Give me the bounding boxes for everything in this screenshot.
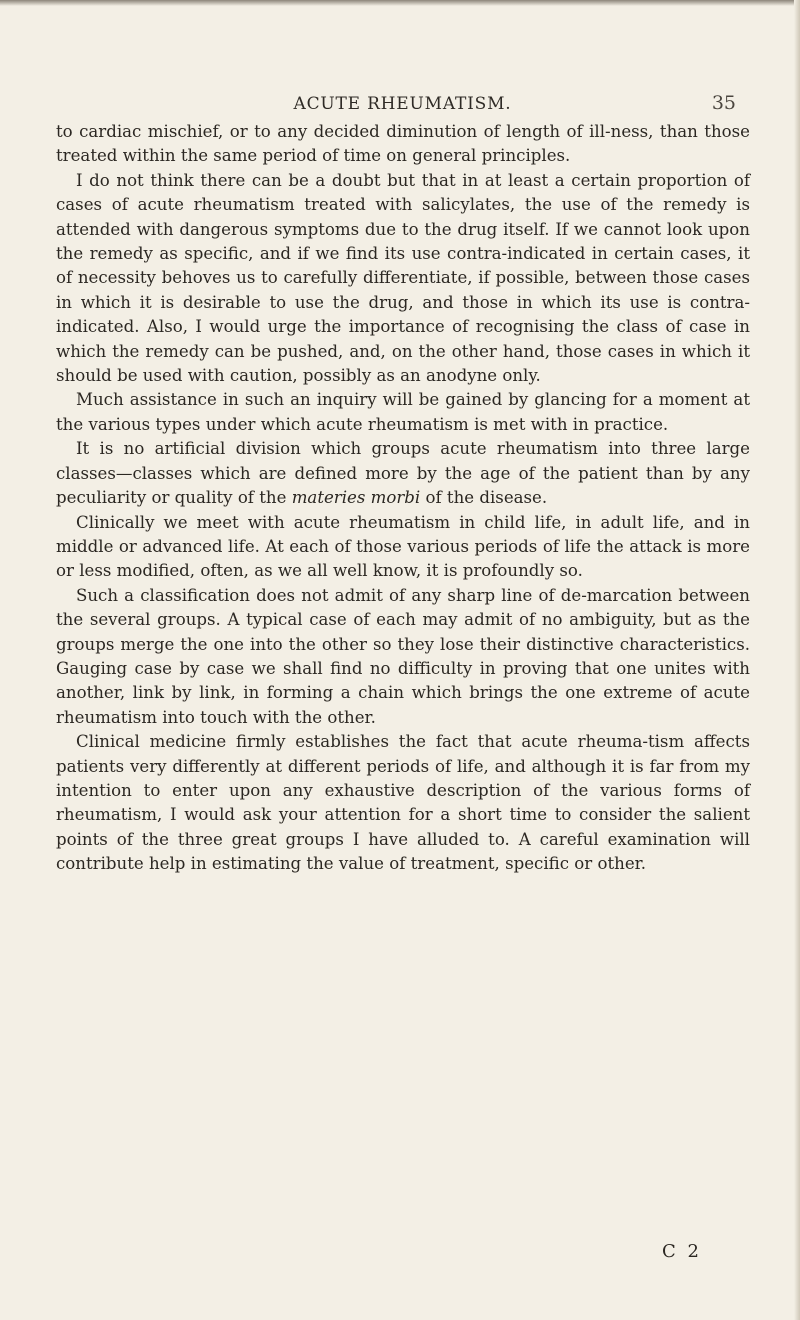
paragraph-continuation: to cardiac mischief, or to any decided diminution of length of ill-ness, than those treated within the same period of time on general principles. (56, 122, 750, 166)
page-number: 35 (711, 92, 736, 114)
paragraph-salicylates: I do not think there can be a doubt but that in at least a certain proportion of cases of acute rheumatism treated with salicylates, the use of the remedy is attended with dangerous symptoms due to the drug itself. If we cannot look upon the remedy as specific, and if we find its use contra-indicated in certain cases, it of necessity behoves us to carefully differentiate, if possible, between those cases in which it is desirable to use the drug, and those in which its use is contra-indicated. Also, I would urge the importance of recognising the class of case in which the remedy can be pushed, and, on the other hand, those cases in which it should be used with caution, possibly as an anodyne only. (56, 170, 750, 386)
paragraph-life-periods: Clinically we meet with acute rheumatism in child life, in adult life, and in middle or advanced life. At each of those various periods of life the attack is more or less modified, often, as we all well know, it is profoundly so. (56, 512, 750, 581)
signature-mark: C 2 (662, 1241, 702, 1262)
body-text (56, 120, 750, 877)
paragraph-classes (56, 437, 750, 510)
page-right-shadow (794, 0, 800, 1320)
paragraph-classes-end: of the disease. (420, 488, 548, 508)
paragraph-clinical-medicine: Clinical medicine firmly establishes the fact that acute rheuma-tism affects patients very differently at different periods of life, and although it is far from my intention to enter upon any exhaustive description of the various forms of rheumatism, I would ask your attention for a short time to consider the salient points of the three great groups I have alluded to. A careful examination will contribute help in estimating the value of treatment, specific or other. (56, 732, 750, 874)
paragraph-classification: Such a classification does not admit of any sharp line of de-marcation between the several groups. A typical case of each may admit of no ambiguity, but as the groups merge the one into the other so they lose their distinctive characteristics. Gauging case by case we shall find no difficulty in proving that one unites with another, link by link, in forming a chain which brings the one extreme of acute rheumatism into touch with the other. (56, 585, 750, 727)
italic-term: materies morbi (291, 488, 421, 508)
running-title: ACUTE RHEUMATISM. (293, 94, 512, 114)
page-top-shadow (0, 0, 800, 6)
paragraph-classes-text: It is no artificial division which groups acute rheumatism into three large classes—classes which are defined more by the age of the patient than by any peculiarity or quality of the (56, 439, 750, 508)
paragraph-types: Much assistance in such an inquiry will be gained by glancing for a moment at the various types under which acute rheumatism is met with in practice. (56, 390, 750, 434)
